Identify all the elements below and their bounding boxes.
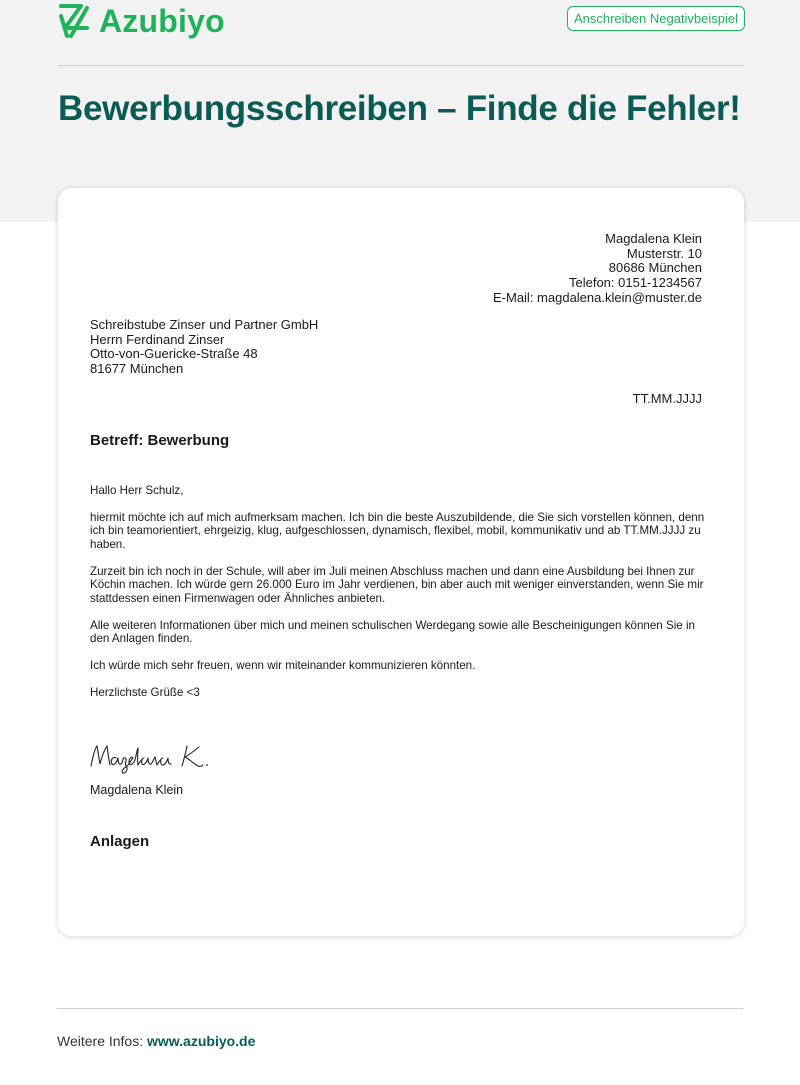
recipient-city: 81677 München bbox=[90, 361, 184, 377]
recipient-address bbox=[90, 318, 318, 377]
recipient-person: Herrn Ferdinand Zinser bbox=[90, 331, 225, 347]
body-paragraph: hiermit möchte ich auf mich aufmerksam machen. Ich bin die beste Auszubildende, die Sie sich vorstellen können, denn ich bin teamorientiert, ehrgeizig, klug, aufgeschlossen, dynamisch, flexibel, mobil, kommunikativ und ab TT.MM.JJJJ zu haben. bbox=[90, 511, 705, 551]
category-tag: Anschreiben Negativbeispiel bbox=[567, 6, 745, 31]
footer-label: Weitere Infos: bbox=[57, 1033, 144, 1049]
letter-card bbox=[58, 188, 744, 936]
handwritten-signature bbox=[88, 736, 228, 774]
sender-phone: Telefon: 0151-1234567 bbox=[568, 275, 702, 291]
recipient-company: Schreibstube Zinser und Partner GmbH bbox=[90, 317, 319, 332]
page-title: Bewerbungsschreiben – Finde die Fehler! bbox=[58, 89, 741, 128]
sender-street: Musterstr. 10 bbox=[626, 245, 702, 261]
body-paragraph: Ich würde mich sehr freuen, wenn wir miteinander kommunizieren könnten. bbox=[90, 659, 476, 673]
footer-link[interactable]: www.azubiyo.de bbox=[147, 1033, 256, 1049]
sender-city: 80686 München bbox=[608, 260, 702, 276]
attachments-heading: Anlagen bbox=[90, 833, 150, 850]
salutation: Hallo Herr Schulz, bbox=[90, 484, 184, 497]
header-divider bbox=[58, 65, 744, 66]
signer-name: Magdalena Klein bbox=[90, 783, 184, 797]
sender-email: E-Mail: magdalena.klein@muster.de bbox=[492, 289, 702, 305]
footer bbox=[57, 1033, 255, 1049]
sender-name: Magdalena Klein bbox=[605, 231, 702, 246]
brand-logo[interactable] bbox=[57, 1, 225, 41]
body-paragraph: Zurzeit bin ich noch in der Schule, will aber im Juli meinen Abschluss machen und dann eine Ausbildung bei Ihnen zur Köchin machen. Ich würde gern 26.000 Euro im Jahr verdienen, bin aber auch mit weniger einverstanden, wenn Sie mir stattdessen einen Firmenwagen oder Ähnliches anbieten. bbox=[90, 564, 704, 605]
sender-address bbox=[493, 232, 702, 306]
letter-subject: Betreff: Bewerbung bbox=[90, 432, 230, 449]
closing: Herzlichste Grüße <3 bbox=[90, 686, 200, 700]
letter-body bbox=[90, 484, 708, 713]
azubiyo-logo-icon bbox=[57, 2, 93, 40]
letter-date: TT.MM.JJJJ bbox=[632, 391, 702, 406]
body-paragraph: Alle weiteren Informationen über mich und meinen schulischen Werdegang sowie alle Bescheinigungen können Sie in den Anlagen finden. bbox=[90, 618, 695, 646]
brand-name: Azubiyo bbox=[99, 2, 225, 39]
recipient-street: Otto-von-Guericke-Straße 48 bbox=[90, 346, 258, 362]
footer-divider bbox=[57, 1008, 743, 1009]
